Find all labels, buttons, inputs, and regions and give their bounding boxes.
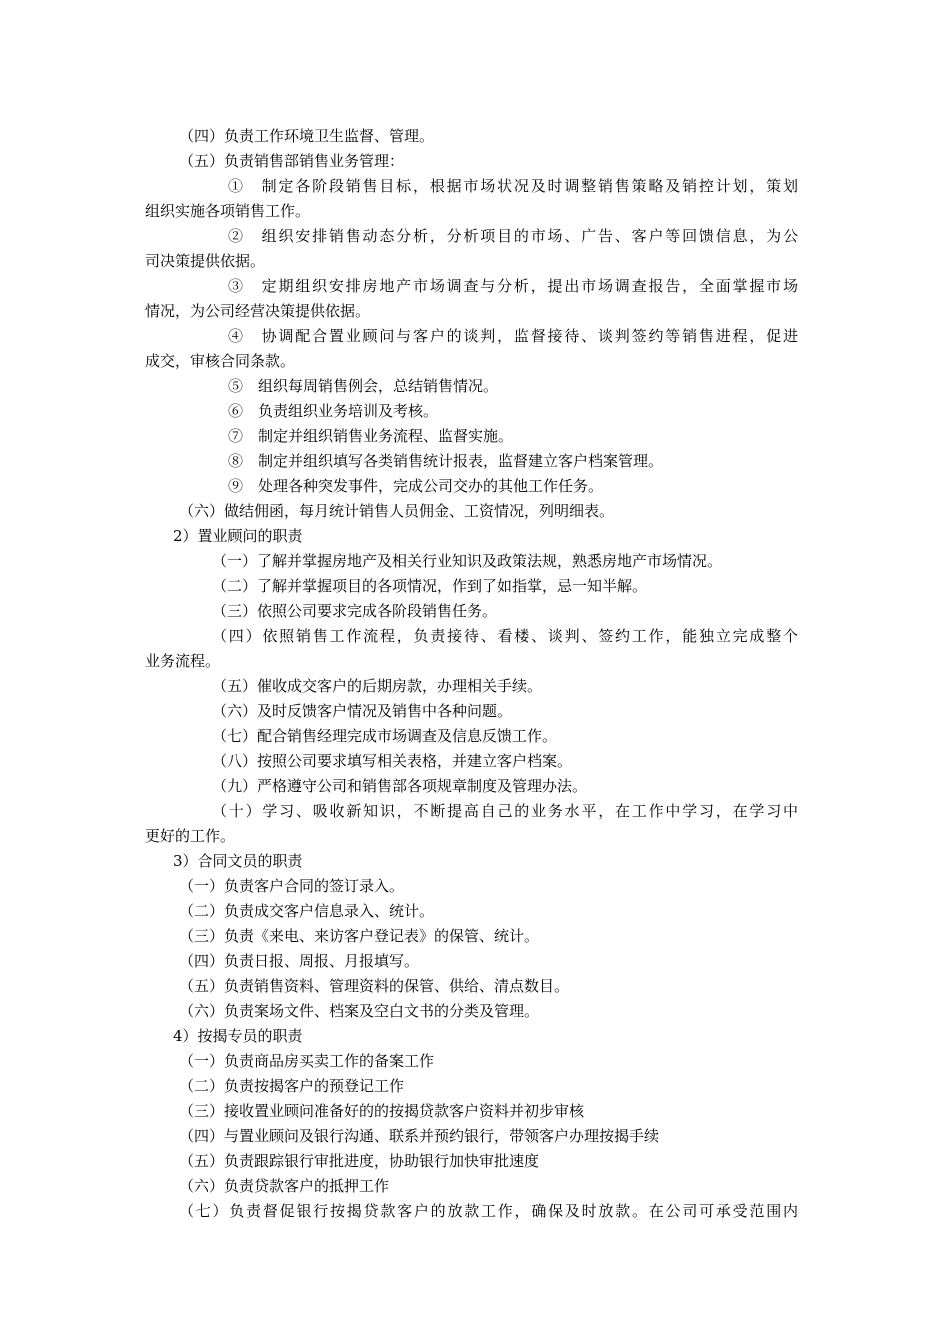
section-heading-3: 3）合同文员的职责 bbox=[173, 852, 303, 870]
text-line-41: （四）与置业顾问及银行沟通、联系并预约银行，带领客户办理按揭手续 bbox=[179, 1127, 660, 1145]
text-line-22: 业务流程。 bbox=[145, 652, 221, 670]
text-line-14: ⑧ 制定并组织填写各类销售统计报表，监督建立客户档案管理。 bbox=[228, 452, 664, 470]
section-heading-2: 2）置业顾问的职责 bbox=[173, 527, 303, 545]
text-line-26: （八）按照公司要求填写相关表格，并建立客户档案。 bbox=[212, 752, 573, 770]
text-line-28: （十）学习、吸收新知识，不断提高自己的业务水平，在工作中学习，在学习中 bbox=[212, 802, 798, 820]
text-line-7: ③ 定期组织安排房地产市场调查与分析，提出市场调查报告，全面掌握市场 bbox=[228, 277, 798, 295]
text-line-32: （二）负责成交客户信息录入、统计。 bbox=[179, 902, 435, 920]
text-line-19: （二）了解并掌握项目的各项情况，作到了如指掌，忌一知半解。 bbox=[212, 577, 648, 595]
text-line-10: 成交，审核合同条款。 bbox=[145, 352, 296, 370]
text-line-42: （五）负责跟踪银行审批进度，协助银行加快审批速度 bbox=[179, 1152, 540, 1170]
text-line-35: （五）负责销售资料、管理资料的保管、供给、清点数目。 bbox=[179, 977, 570, 995]
text-line-9: ④ 协调配合置业顾问与客户的谈判，监督接待、谈判签约等销售进程，促进 bbox=[228, 327, 798, 345]
text-line-12: ⑥ 负责组织业务培训及考核。 bbox=[228, 402, 439, 420]
text-line-4: 组织实施各项销售工作。 bbox=[145, 202, 311, 220]
text-line-21: （四）依照销售工作流程，负责接待、看楼、谈判、签约工作，能独立完成整个 bbox=[212, 627, 798, 645]
text-line-39: （二）负责按揭客户的预登记工作 bbox=[179, 1077, 405, 1095]
text-line-38: （一）负责商品房买卖工作的备案工作 bbox=[179, 1052, 435, 1070]
text-line-27: （九）严格遵守公司和销售部各项规章制度及管理办法。 bbox=[212, 777, 588, 795]
text-line-13: ⑦ 制定并组织销售业务流程、监督实施。 bbox=[228, 427, 514, 445]
text-line-31: （一）负责客户合同的签订录入。 bbox=[179, 877, 405, 895]
text-line-24: （六）及时反馈客户情况及销售中各种问题。 bbox=[212, 702, 513, 720]
text-line-3: ① 制定各阶段销售目标，根据市场状况及时调整销售策略及销控计划，策划 bbox=[228, 177, 798, 195]
text-line-5: ② 组织安排销售动态分析，分析项目的市场、广告、客户等回馈信息，为公 bbox=[228, 227, 798, 245]
text-line-34: （四）负责日报、周报、月报填写。 bbox=[179, 952, 420, 970]
text-line-6: 司决策提供依据。 bbox=[145, 252, 266, 270]
text-line-36: （六）负责案场文件、档案及空白文书的分类及管理。 bbox=[179, 1002, 540, 1020]
text-line-43: （六）负责贷款客户的抵押工作 bbox=[179, 1177, 390, 1195]
text-line-25: （七）配合销售经理完成市场调查及信息反馈工作。 bbox=[212, 727, 558, 745]
text-line-40: （三）接收置业顾问准备好的的按揭贷款客户资料并初步审核 bbox=[179, 1102, 585, 1120]
text-line-23: （五）催收成交客户的后期房款，办理相关手续。 bbox=[212, 677, 543, 695]
text-line-1: （四）负责工作环境卫生监督、管理。 bbox=[179, 127, 435, 145]
section-heading-4: 4）按揭专员的职责 bbox=[173, 1027, 303, 1045]
text-line-2: （五）负责销售部销售业务管理： bbox=[179, 152, 405, 170]
text-line-16: （六）做结佣函，每月统计销售人员佣金、工资情况，列明细表。 bbox=[179, 502, 615, 520]
text-line-33: （三）负责《来电、来访客户登记表》的保管、统计。 bbox=[179, 927, 540, 945]
text-line-8: 情况，为公司经营决策提供依据。 bbox=[145, 302, 371, 320]
text-line-15: ⑨ 处理各种突发事件，完成公司交办的其他工作任务。 bbox=[228, 477, 604, 495]
text-line-20: （三）依照公司要求完成各阶段销售任务。 bbox=[212, 602, 498, 620]
text-line-11: ⑤ 组织每周销售例会，总结销售情况。 bbox=[228, 377, 499, 395]
text-line-29: 更好的工作。 bbox=[145, 827, 236, 845]
text-line-18: （一）了解并掌握房地产及相关行业知识及政策法规，熟悉房地产市场情况。 bbox=[212, 552, 723, 570]
text-line-44: （七）负责督促银行按揭贷款客户的放款工作，确保及时放款。在公司可承受范围内 bbox=[179, 1202, 798, 1220]
